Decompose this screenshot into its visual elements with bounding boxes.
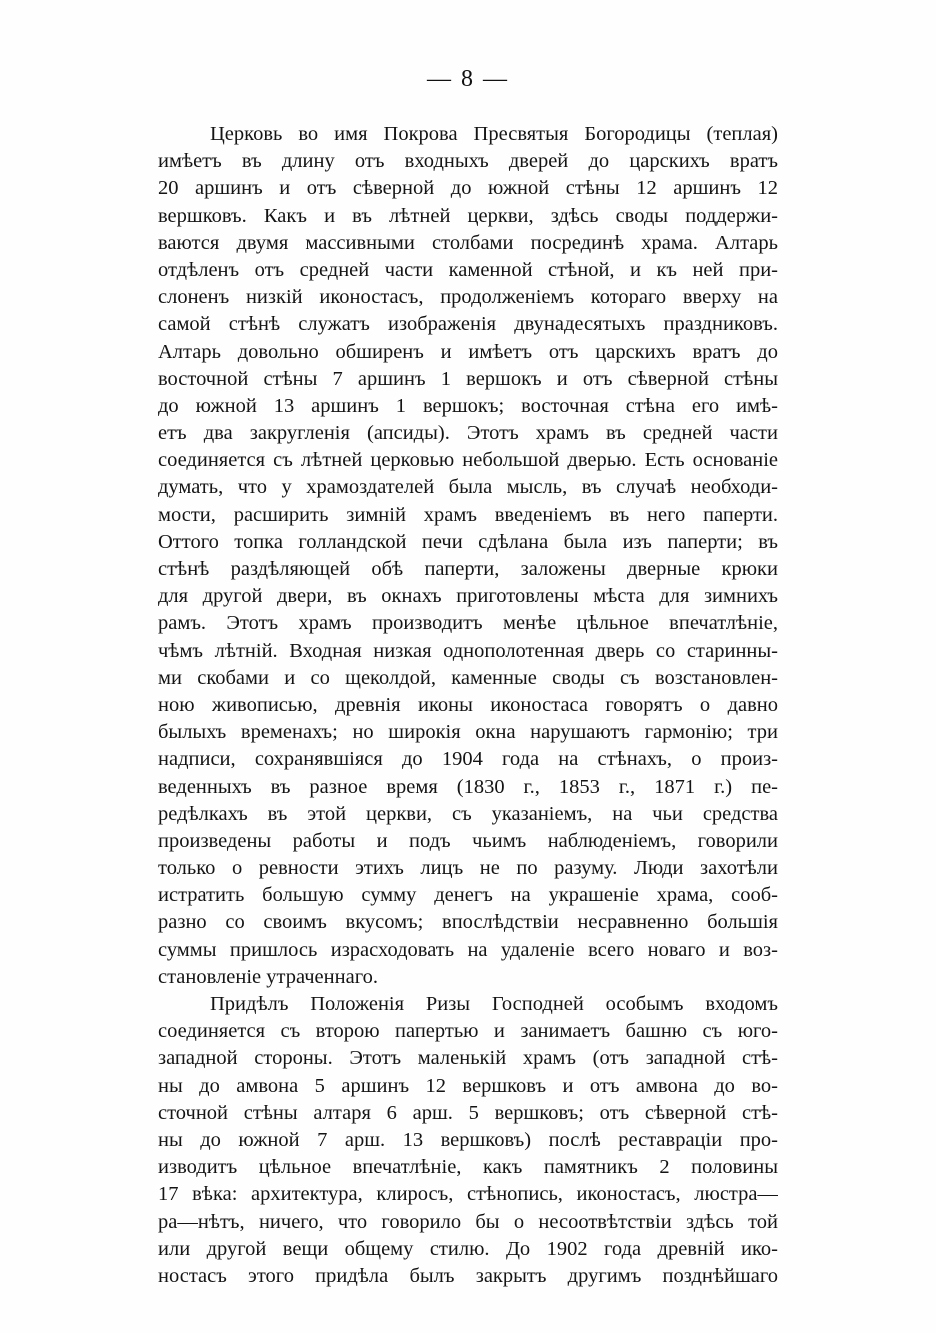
text-line: соединяется съ лѣтней церковью небольшой дверью. Есть основаніе <box>158 449 778 472</box>
text-line: 20 аршинъ и отъ сѣверной до южной стѣны 12 аршинъ 12 <box>158 177 778 200</box>
text-line: Алтарь довольно обширенъ и имѣетъ отъ царскихъ вратъ до <box>158 340 778 363</box>
text-line: суммы пришлось израсходовать на удаленіе всего новаго и воз- <box>158 938 778 961</box>
text-line: сточной стѣны алтаря 6 арш. 5 вершковъ; отъ сѣверной стѣ- <box>158 1101 778 1124</box>
text-line: имѣетъ въ длину отъ входныхъ дверей до царскихъ вратъ <box>158 150 778 173</box>
text-line: ны до южной 7 арш. 13 вершковъ) послѣ реставраціи про- <box>158 1128 778 1151</box>
text-line: думать, что у храмоздателей была мысль, въ случаѣ необходи- <box>158 476 778 499</box>
text-line: чѣмъ лѣтній. Входная низкая однополотенная дверь со старинны- <box>158 639 778 662</box>
text-line: истратить большую сумму денегъ на украшеніе храма, сооб- <box>158 884 778 907</box>
paragraph-2 <box>158 991 778 1290</box>
text-line: соединяется съ второю папертью и занимаетъ башню съ юго- <box>158 1020 778 1043</box>
text-line: только о ревности этихъ лицъ не по разуму. Люди захотѣли <box>158 857 778 880</box>
text-line: произведены работы и подъ чьимъ наблюденіемъ, говорили <box>158 829 778 852</box>
text-line: мости, расширить зимній храмъ введеніемъ въ него паперти. <box>158 503 778 526</box>
text-line: разно со своимъ вкусомъ; впослѣдствіи несравненно большія <box>158 911 778 934</box>
text-line: Церковь во имя Покрова Пресвятыя Богородицы (теплая) <box>210 123 778 145</box>
text-line: отдѣленъ отъ средней части каменной стѣной, и къ ней при- <box>158 258 778 281</box>
text-line: ны до амвона 5 аршинъ 12 вершковъ и отъ амвона до во- <box>158 1074 778 1097</box>
text-line: веденныхъ въ разное время (1830 г., 1853 г., 1871 г.) пе- <box>158 775 778 798</box>
text-line: рамъ. Этотъ храмъ производитъ менѣе цѣльное впечатлѣніе, <box>158 612 778 635</box>
text-line: ми скобами и со щеколдой, каменные своды съ возстановлен- <box>158 666 778 689</box>
text-line: изводитъ цѣльное впечатлѣніе, какъ памятникъ 2 половины <box>158 1156 778 1179</box>
text-line: слоненъ низкій иконостасъ, продолженіемъ котораго вверху на <box>158 286 778 309</box>
text-line: редѣлкахъ въ этой церкви, съ указаніемъ, на чьи средства <box>158 802 778 825</box>
text-line: становленіе утраченнаго. <box>158 965 378 988</box>
body-text <box>158 121 778 1290</box>
text-line: или другой вещи общему стилю. До 1902 года древній ико- <box>158 1237 778 1260</box>
page-number: — 8 — <box>427 66 509 92</box>
text-line: надписи, сохранявшіяся до 1904 года на стѣнахъ, о произ- <box>158 748 778 771</box>
text-line: ною живописью, древнія иконы иконостаса говорятъ о давно <box>158 693 778 716</box>
text-line: 17 вѣка: архитектура, клиросъ, стѣнопись, иконостасъ, люстра— <box>158 1183 778 1206</box>
text-line: для другой двери, въ окнахъ приготовлены мѣста для зимнихъ <box>158 585 778 608</box>
text-line: ра—нѣтъ, ничего, что говорило бы о несоотвѣтствіи здѣсь той <box>158 1210 778 1233</box>
text-line: стѣнѣ раздѣляющей обѣ паперти, заложены дверные крюки <box>158 558 778 580</box>
text-line: самой стѣнѣ служатъ изображенія двунадесятыхъ праздниковъ. <box>158 313 778 336</box>
text-line: восточной стѣны 7 аршинъ 1 вершокъ и отъ сѣверной стѣны <box>158 367 778 390</box>
text-line: Оттого топка голландской печи сдѣлана была изъ паперти; въ <box>158 530 778 553</box>
paragraph-1 <box>158 121 778 991</box>
text-line: до южной 13 аршинъ 1 вершокъ; восточная стѣна его имѣ- <box>158 394 778 417</box>
text-line: Придѣлъ Положенія Ризы Господней особымъ входомъ <box>210 993 778 1015</box>
text-line: ностасъ этого придѣла былъ закрытъ другимъ позднѣйшаго <box>158 1264 778 1287</box>
text-line: былыхъ временахъ; но широкія окна нарушаютъ гармонію; три <box>158 721 778 744</box>
text-line: западной стороны. Этотъ маленькій храмъ (отъ западной стѣ- <box>158 1047 778 1070</box>
text-line: вершковъ. Какъ и въ лѣтней церкви, здѣсь своды поддержи- <box>158 204 778 227</box>
text-line: етъ два закругленія (апсиды). Этотъ храмъ въ средней части <box>158 422 778 445</box>
text-line: ваются двумя массивными столбами посрединѣ храма. Алтарь <box>158 231 778 254</box>
